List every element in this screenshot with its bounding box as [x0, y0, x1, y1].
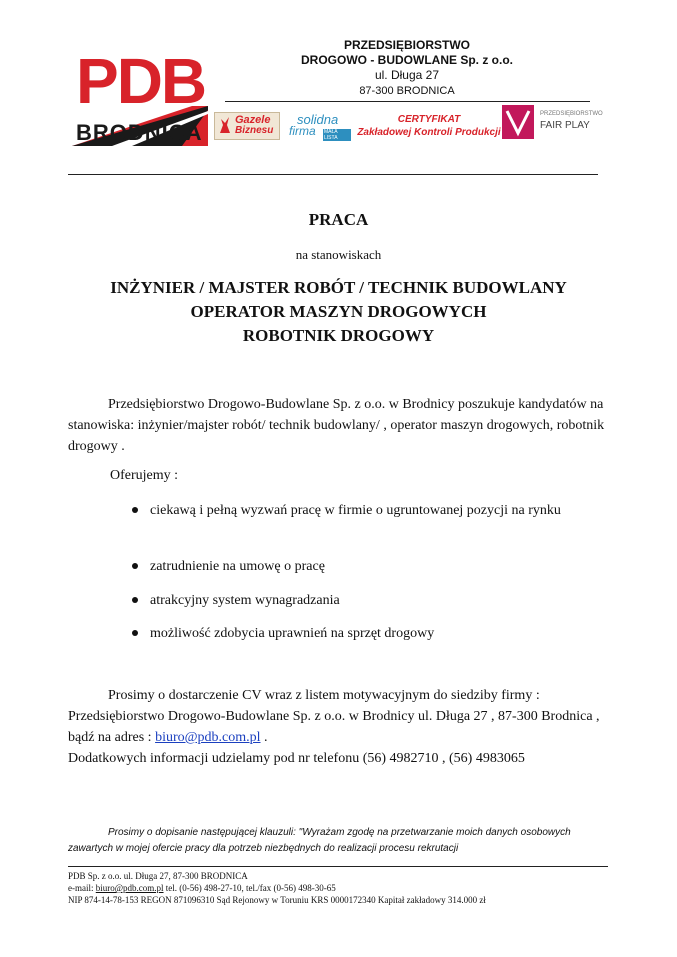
footer-phones: tel. (0-56) 498-27-10, tel./fax (0-56) 498-30-65 [163, 883, 336, 893]
biznesu-text: Biznesu [235, 125, 274, 136]
logo-brand-text: PDB [76, 45, 206, 117]
offer-item: zatrudnienie na umowę o pracę [150, 559, 325, 574]
footer-email-label: e-mail: [68, 883, 96, 893]
consent-clause [68, 825, 608, 857]
closing-paragraph [68, 685, 613, 769]
logo-city-text: BRODNICA [76, 120, 203, 145]
firma-text: firma [289, 124, 316, 138]
fair-play-badge [502, 105, 603, 141]
gazele-text: Gazele [235, 114, 271, 126]
contact-phones-text: Dodatkowych informacji udzielamy pod nr telefonu (56) 4982710 , (56) 4983065 [68, 751, 525, 766]
company-street: ul. Długa 27 [374, 68, 440, 82]
pdb-logo [70, 44, 210, 148]
email-link[interactable]: biuro@pdb.com.pl [155, 730, 261, 745]
position-title: INŻYNIER / MAJSTER ROBÓT / TECHNIK BUDOWLANY [110, 278, 567, 297]
company-city: 87-300 BRODNICA [359, 85, 455, 97]
header-divider [225, 101, 590, 102]
solidna-firma-badge [287, 112, 351, 141]
gazele-biznesu-badge [214, 112, 280, 140]
bullet-icon [132, 630, 138, 636]
certyfikat-title: CERTYFIKAT [397, 114, 461, 125]
consent-clause-text: Prosimy o dopisanie następującej klauzuli: "Wyrażam zgodę na przetwarzanie moich danych osobowych zawartych w mojej ofercie pracy dla potrzeb niezbędnych do realizacji procesu rekrutacji [68, 827, 571, 854]
intro-paragraph: Przedsiębiorstwo Drogowo-Budowlane Sp. z o.o. w Brodnicy poszukuje kandydatów na stanowiska: inżynier/majster robót/ technik budowlany/ , operator maszyn drogowych, robotnik drogowy . [68, 397, 605, 454]
mala-lista-text: MAŁA LISTA [323, 129, 351, 141]
certyfikat-badge [356, 112, 502, 142]
bullet-icon [132, 507, 138, 513]
page-title: PRACA [308, 210, 369, 229]
closing-text: Prosimy o dostarczenie CV wraz z listem motywacyjnym do siedziby firmy : Przedsiębiorstwo Drogowo-Budowlane Sp. z o.o. w Brodnicy ul. Długa 27 , 87-300 Brodnica , bądź na adres : [68, 688, 600, 745]
closing-end: . [260, 730, 268, 745]
company-name-line1: PRZEDSIĘBIORSTWO [343, 38, 470, 52]
position-title: OPERATOR MASZYN DROGOWYCH [190, 302, 487, 321]
gazelle-icon [218, 115, 232, 135]
bullet-icon [132, 563, 138, 569]
footer-contact [68, 882, 336, 894]
fair-play-title: FAIR PLAY [540, 120, 590, 131]
offer-item: atrakcyjny system wynagradzania [150, 593, 340, 608]
position-title: ROBOTNIK DROGOWY [242, 326, 435, 345]
top-divider [68, 174, 598, 175]
footer-registration: NIP 874-14-78-153 REGON 871096310 Sąd Rejonowy w Toruniu KRS 0000172340 Kapitał zakładowy 314.000 zł [68, 895, 486, 905]
fair-play-symbol-icon [502, 105, 534, 139]
page-subtitle: na stanowiskach [295, 247, 382, 262]
footer-divider [68, 866, 608, 867]
footer-address: PDB Sp. z o.o. ul. Długa 27, 87-300 BRODNICA [68, 871, 248, 881]
offer-label: Oferujemy : [110, 468, 179, 483]
certyfikat-subtitle: Zakładowej Kontroli Produkcji [357, 127, 501, 138]
solidna-text: solidna [297, 112, 339, 127]
bullet-icon [132, 597, 138, 603]
fair-play-caption: PRZEDSIĘBIORSTWO [540, 111, 603, 117]
company-name-line2: DROGOWO - BUDOWLANE Sp. z o.o. [301, 53, 513, 67]
offer-item: ciekawą i pełną wyzwań pracę w firmie o ugruntowanej pozycji na rynku [150, 503, 561, 518]
offer-item: możliwość zdobycia uprawnień na sprzęt drogowy [150, 626, 435, 641]
footer-email-link[interactable]: biuro@pdb.com.pl [95, 883, 164, 893]
